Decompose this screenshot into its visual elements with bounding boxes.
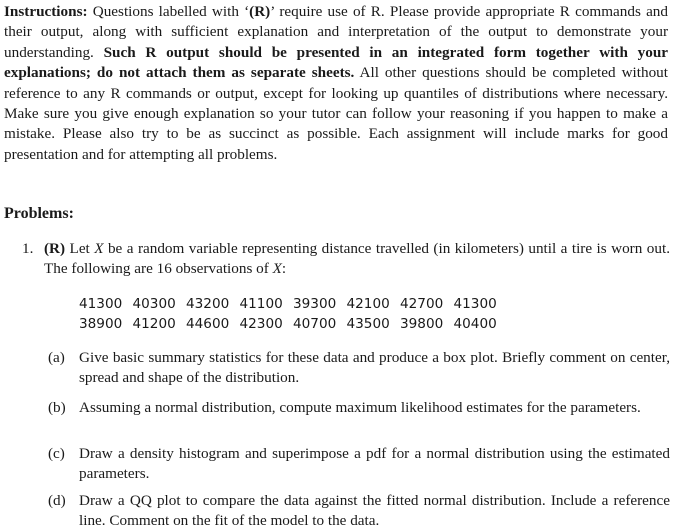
observation-value: 42100 [346,296,390,312]
part-label: (a) [48,349,65,366]
observation-value: 41100 [239,296,283,312]
question-number: 1. [22,240,34,257]
observation-value: 43500 [346,316,390,332]
instructions-text-2: ’ require use of R. Please provide appropriate R commands and their output, along with sufficient explanation and interpretation of the output to demonstrate your understanding. [4,3,668,61]
observations-table [79,294,507,334]
observation-value: 43200 [186,296,230,312]
instructions-text-1: Questions labelled with ‘ [92,3,250,20]
instructions-text-3: All other questions should be completed without reference to any R commands or output, except for looking up quantiles of distributions where necessary. Make sure you give enough explanation so your tutor can follow your reasoning if you happen to make a mistake. Please also try to be as succinct as possible. Each assignment will include marks for good presentation and for attempting all problems. [4,64,668,163]
variable-x: X [94,240,104,257]
part-label: (c) [48,445,65,462]
part-label: (d) [48,492,66,509]
observation-value: 41300 [79,296,123,312]
part-a [48,348,670,389]
question-1-text [44,239,670,280]
observation-value: 40400 [453,316,497,332]
observation-value: 41200 [132,316,176,332]
instructions-paragraph [4,2,668,165]
observation-value: 42700 [400,296,444,312]
observation-value: 44600 [186,316,230,332]
question-text-a: Let [65,240,95,257]
instructions-bold-sentence: Such R output should be presented in an integrated form together with your explanations; do not attach them as separate sheets. [4,43,669,82]
question-1 [22,239,670,280]
part-text: Draw a density histogram and superimpose a pdf for a normal distribution using the estimated parameters. [79,445,670,483]
observation-value: 40700 [293,316,337,332]
part-d [48,491,670,532]
observations-row [79,314,507,334]
part-text: Assuming a normal distribution, compute maximum likelihood estimates for the parameters. [79,399,641,416]
question-text-c: : [281,260,287,278]
observation-value: 42300 [239,316,283,332]
observation-value: 39800 [400,316,444,332]
observation-value: 41300 [453,296,497,312]
problems-heading: Problems: [4,205,74,222]
question-r-tag: (R) [44,240,66,257]
variable-x: X [272,260,282,278]
part-text: Draw a QQ plot to compare the data against the fitted normal distribution. Include a reference line. Comment on the fit of the model to the data. [79,492,670,530]
observation-value: 40300 [132,296,176,312]
part-label: (b) [48,399,66,416]
part-b [48,398,670,418]
observation-value: 38900 [79,316,123,332]
r-tag: (R) [249,3,271,20]
question-text-b: be a random variable representing distance travelled (in kilometers) until a tire is worn out. The following are 16 observations of [44,240,670,278]
instructions-label: Instructions: [4,3,88,20]
part-c [48,444,670,485]
part-text: Give basic summary statistics for these data and produce a box plot. Briefly comment on center, spread and shape of the distribution. [79,349,670,387]
observations-row [79,294,507,314]
observation-value: 39300 [293,296,337,312]
